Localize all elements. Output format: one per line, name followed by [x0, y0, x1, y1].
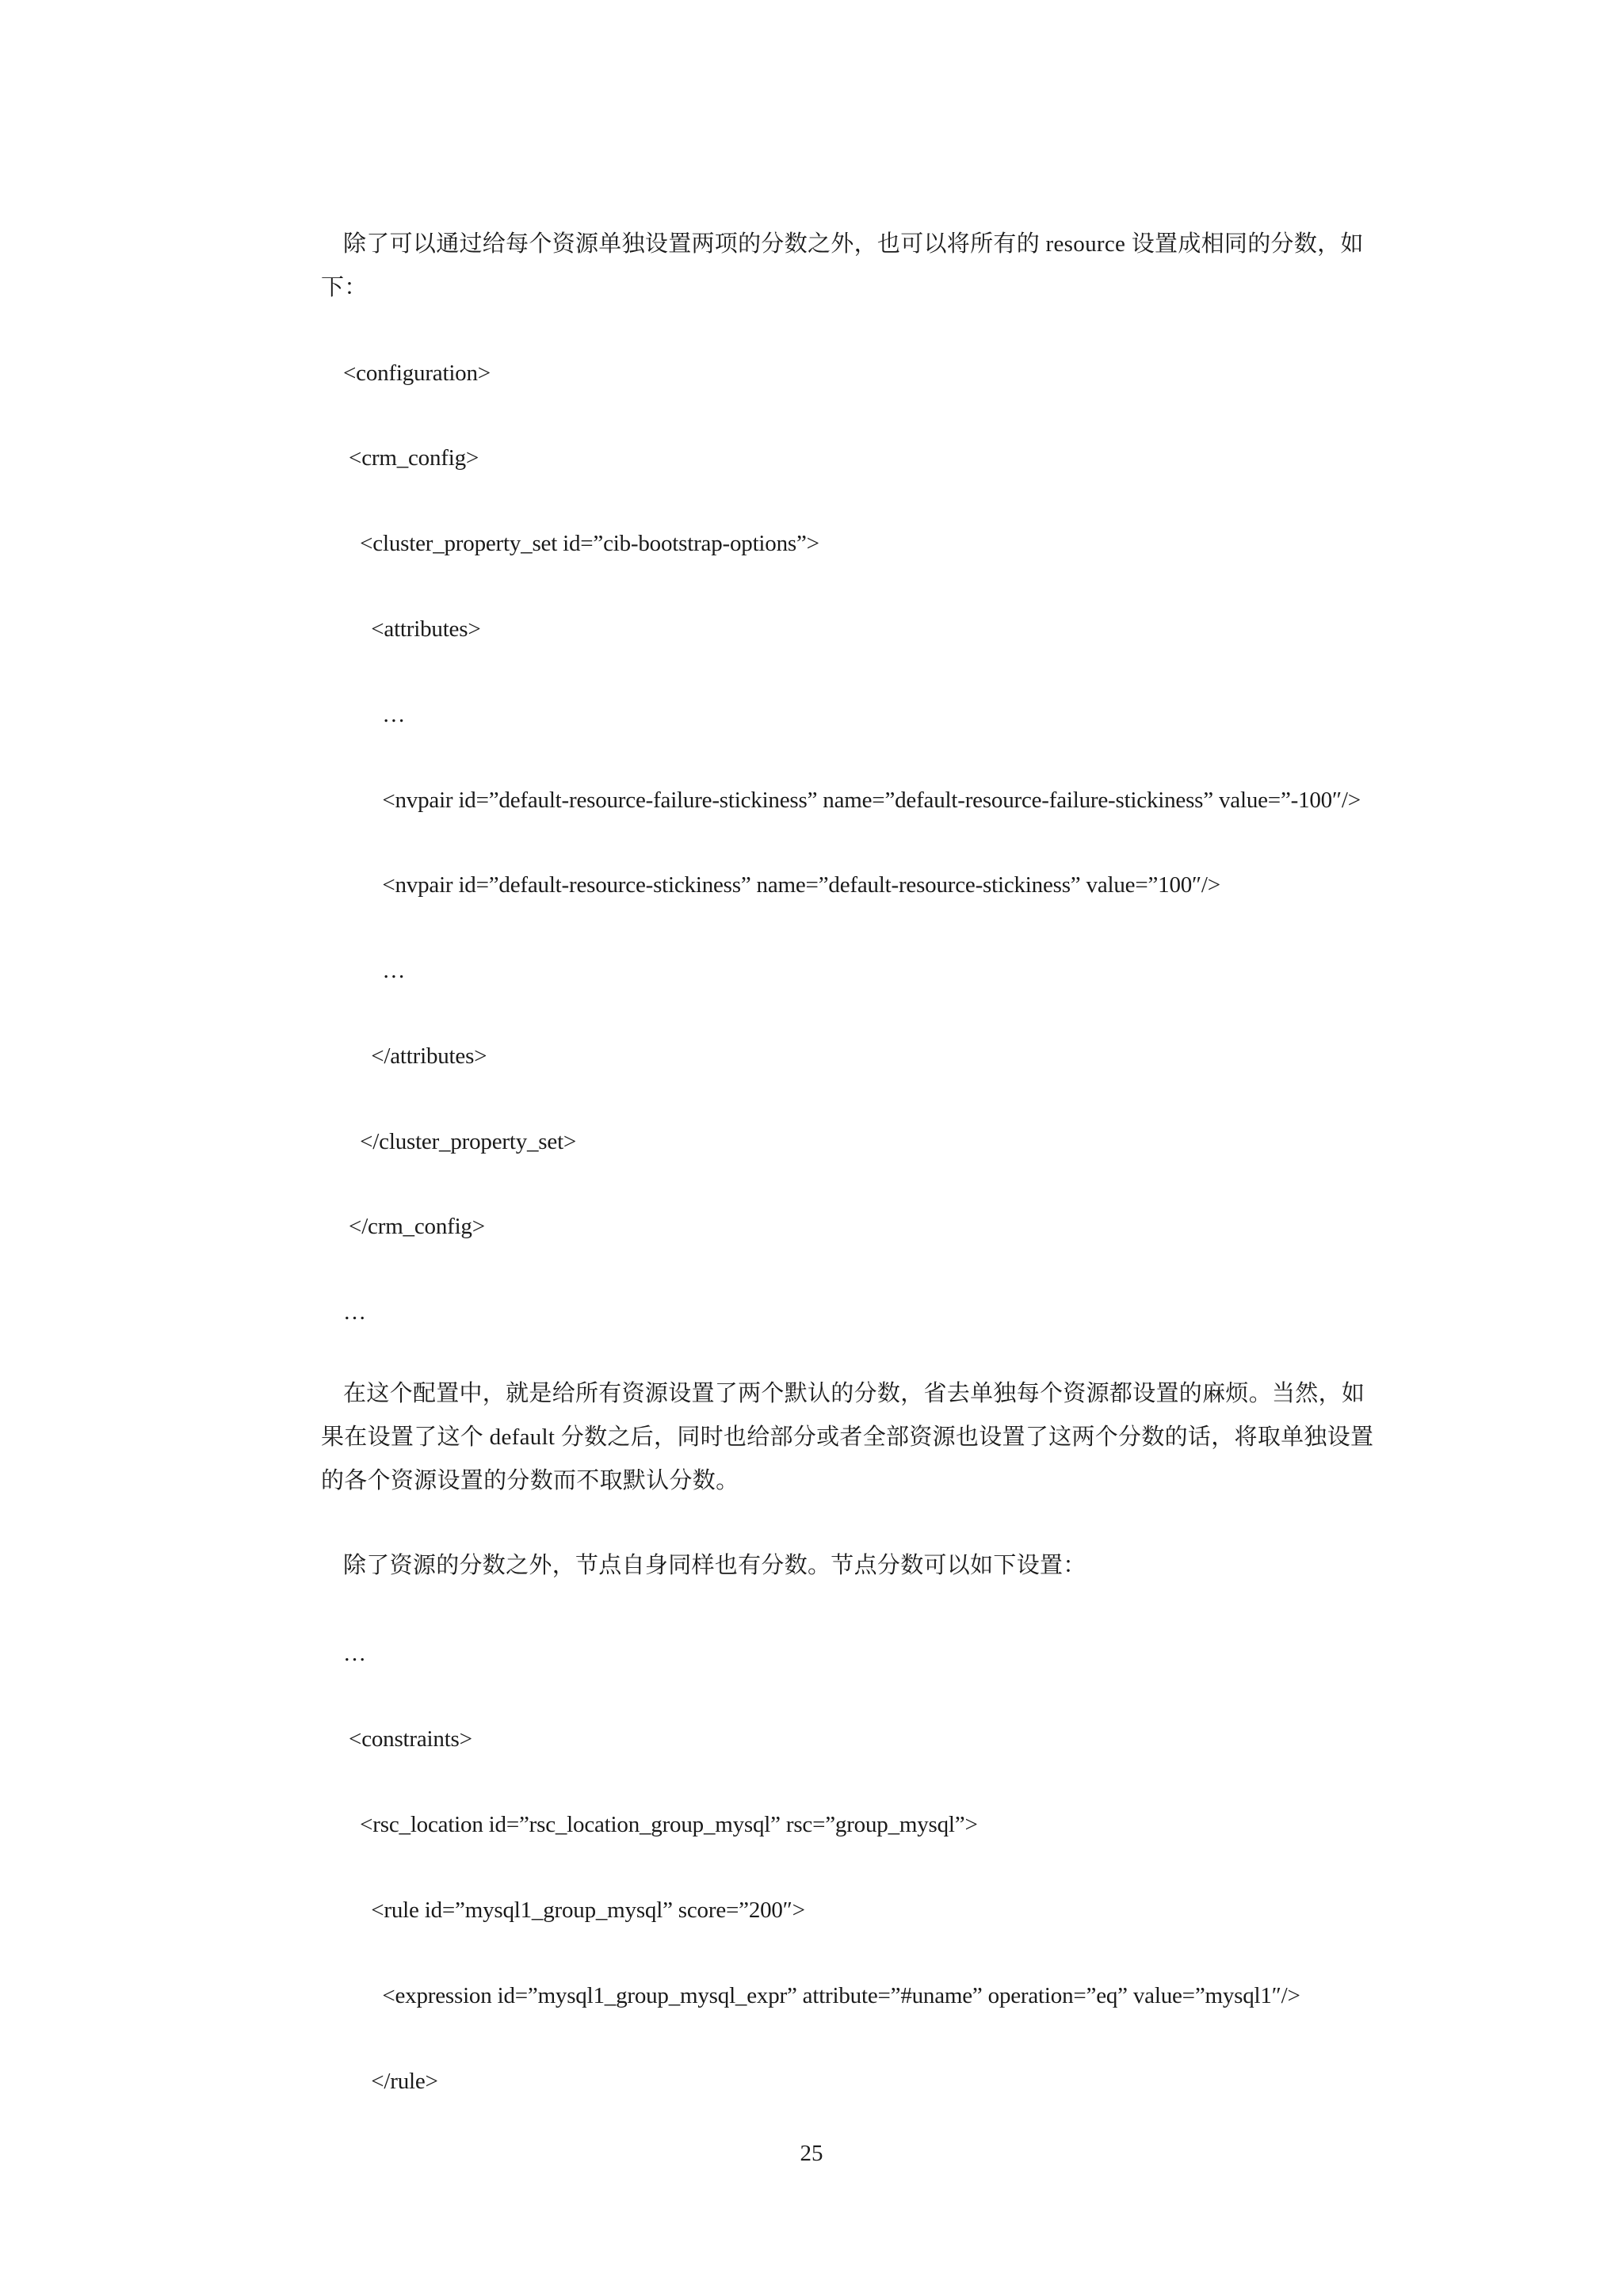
- code-line: <configuration>: [343, 360, 491, 386]
- code-line: </cluster_property_set>: [343, 1129, 577, 1154]
- code-line: …: [343, 1299, 366, 1325]
- code-line: </attributes>: [343, 1043, 487, 1069]
- explanation-paragraph: 在这个配置中，就是给所有资源设置了两个默认的分数，省去单独每个资源都设置的麻烦。当然，如果在设置了这个 default 分数之后，同时也给部分或者全部资源也设置了这两个分数的话，将取单独设置的各个资源设置的分数而不取默认分数。: [321, 1381, 1374, 1493]
- code-line: <rule id=”mysql1_group_mysql” score=”200″>: [343, 1897, 805, 1923]
- code-line: </rule>: [343, 2069, 438, 2094]
- page-number: 25: [800, 2141, 823, 2166]
- code-line: <nvpair id=”default-resource-stickiness” name=”default-resource-stickiness” value=”100″/>: [343, 872, 1220, 898]
- node-score-paragraph: 除了资源的分数之外，节点自身同样也有分数。节点分数可以如下设置：: [343, 1553, 1086, 1578]
- code-line: <constraints>: [343, 1726, 472, 1752]
- code-line: <cluster_property_set id=”cib-bootstrap-options”>: [343, 531, 819, 556]
- code-line: …: [343, 1641, 366, 1666]
- intro-paragraph: 除了可以通过给每个资源单独设置两项的分数之外，也可以将所有的 resource 设置成相同的分数，如下：: [321, 231, 1364, 300]
- code-line: …: [343, 702, 406, 727]
- code-line: <attributes>: [343, 616, 481, 642]
- code-line: …: [343, 958, 406, 983]
- code-line: <nvpair id=”default-resource-failure-stickiness” name=”default-resource-failure-stickiness” value=”-100″/>: [343, 788, 1361, 813]
- code-line: <rsc_location id=”rsc_location_group_mysql” rsc=”group_mysql”>: [343, 1812, 978, 1837]
- code-line: </crm_config>: [343, 1214, 485, 1239]
- code-line: <expression id=”mysql1_group_mysql_expr” attribute=”#uname” operation=”eq” value=”mysql1″/>: [343, 1983, 1300, 2008]
- code-line: <crm_config>: [343, 445, 479, 471]
